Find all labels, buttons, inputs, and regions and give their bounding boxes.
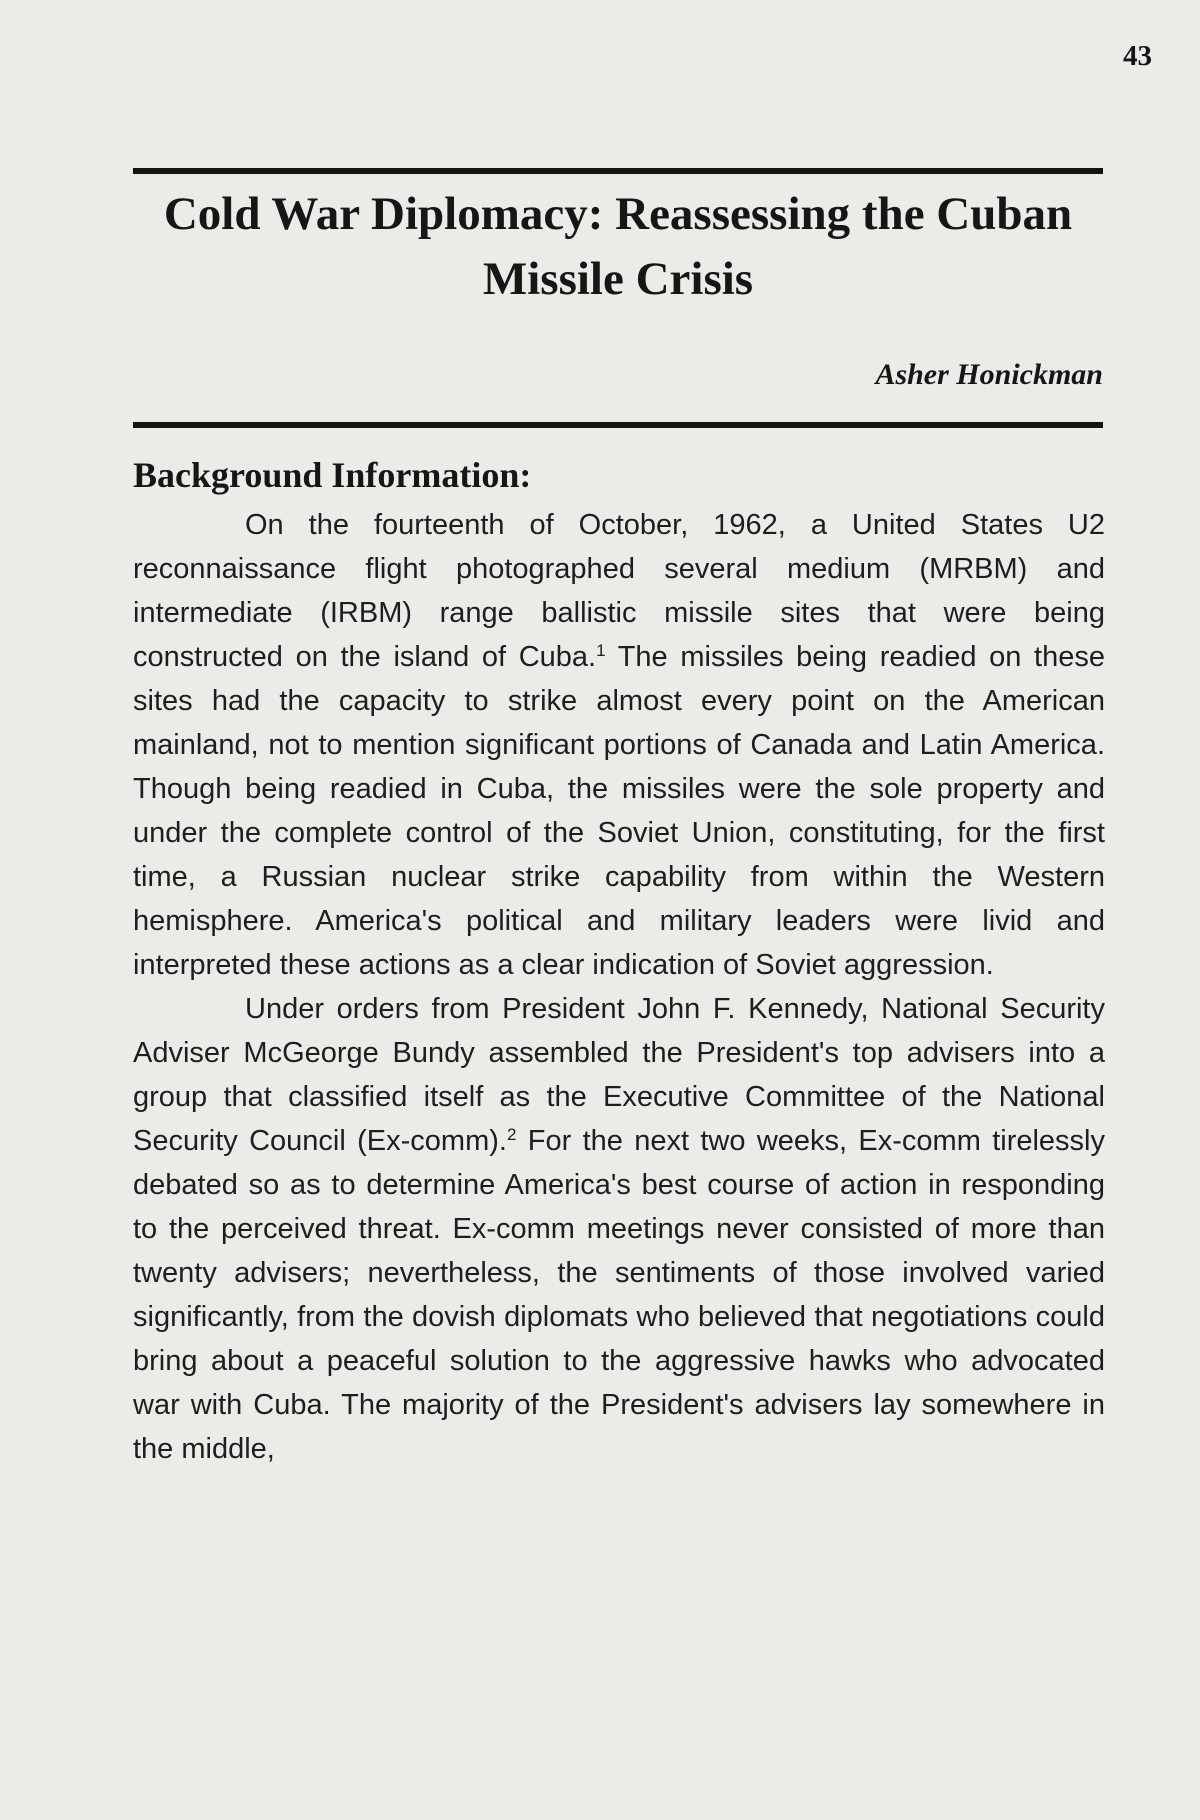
paragraph-1-continuation: The missiles being readied on these sites had the capacity to strike almost every point on the American mainland, not to mention significant portions of Canada and Latin America. Though being readied in Cuba, the missiles were the sole property and under the complete control of the Soviet Union, constituting, for the first time, a Russian nuclear strike capability from within the Western hemisphere. America's political and military leaders were livid and interpreted these actions as a clear indication of Soviet aggression. [133, 641, 1105, 981]
article-body [133, 503, 1105, 1471]
paragraph-2-continuation: For the next two weeks, Ex-comm tirelessly debated so as to determine America's best course of action in responding to the perceived threat. Ex-comm meetings never consisted of more than twenty advisers; nevertheless, the sentiments of those involved varied significantly, from the dovish diplomats who believed that negotiations could bring about a peaceful solution to the aggressive hawks who advocated war with Cuba. The majority of the President's advisers lay somewhere in the middle, [133, 1125, 1105, 1465]
title-top-rule [133, 168, 1103, 174]
paragraph-1-text: On the fourteenth of October, 1962, a United States U2 reconnaissance flight photographed several medium (MRBM) and intermediate (IRBM) range ballistic missile sites that were being constructed on the island of Cuba. [133, 509, 1105, 673]
article-title: Cold War Diplomacy: Reassessing the Cuban Missile Crisis [163, 188, 1073, 305]
paragraph-1 [133, 503, 1105, 987]
paragraph-2 [133, 987, 1105, 1471]
page-number: 43 [1123, 40, 1152, 72]
footnote-marker-2: 2 [506, 1125, 517, 1144]
section-heading: Background Information: [133, 455, 532, 495]
paragraph-2-text: Under orders from President John F. Kennedy, National Security Adviser McGeorge Bundy assembled the President's top advisers into a group that classified itself as the Executive Committee of the National Security Council (Ex-comm). [133, 993, 1105, 1157]
footnote-marker-1: 1 [596, 641, 606, 660]
author-name: Asher Honickman [875, 358, 1103, 391]
title-bottom-rule [133, 422, 1103, 428]
